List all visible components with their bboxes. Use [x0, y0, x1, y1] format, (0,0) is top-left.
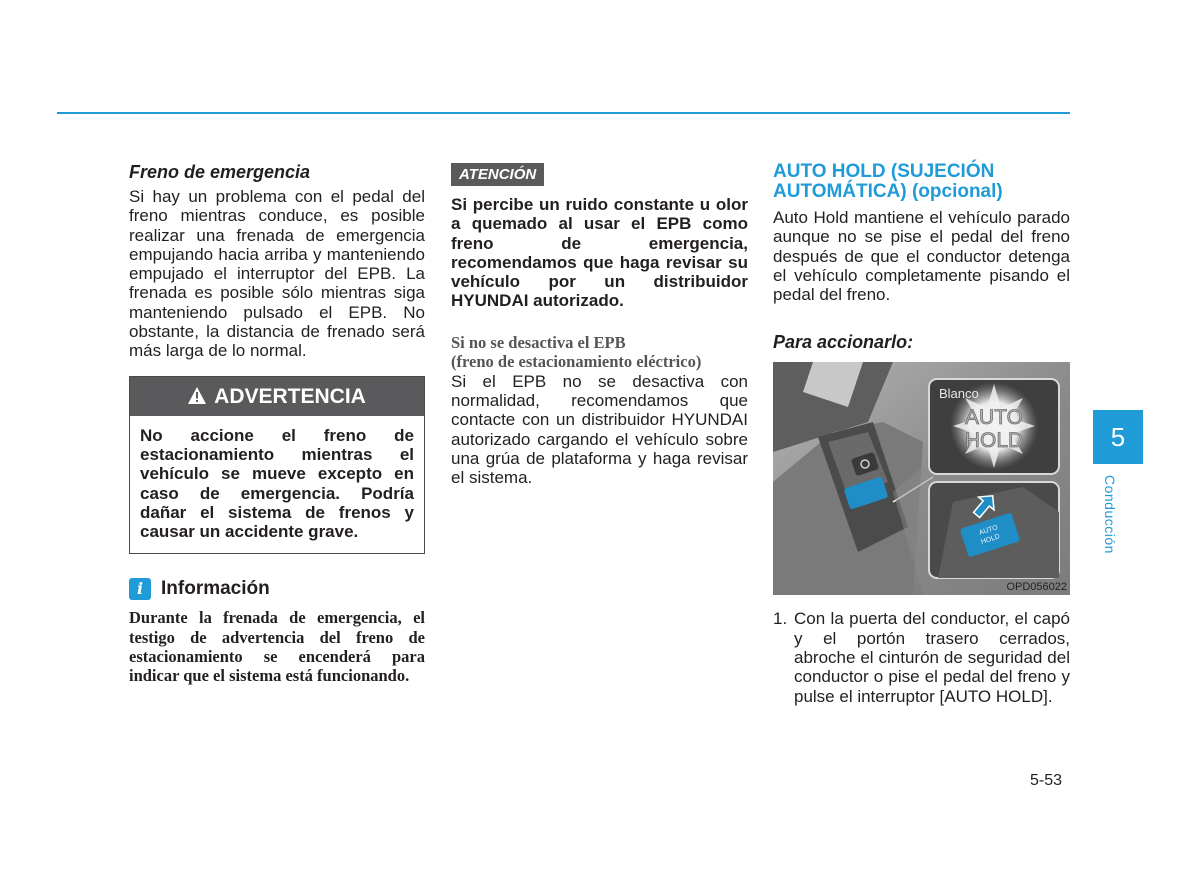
- indicator-line1: AUTO: [965, 406, 1023, 430]
- button-label-line1: AUTO: [978, 524, 999, 538]
- operate-heading: Para accionarlo:: [773, 332, 914, 353]
- auto-hold-title: AUTO HOLD (SUJECIÓN AUTOMÁTICA) (opcional): [773, 161, 1003, 202]
- info-icon: i: [129, 578, 151, 600]
- column-left: [129, 160, 425, 686]
- column-middle: [451, 160, 748, 488]
- warning-text: No accione el freno de estacionamiento mientras el vehículo se mueve excepto en caso de emergencia. Podría dañar el sistema de frenos y causar un accidente grave.: [140, 425, 414, 542]
- warning-title: ADVERTENCIA: [214, 384, 366, 408]
- epb-paragraph: Si el EPB no se desactiva con normalidad, recomendamos que contacte con un distribuidor HYUNDAI autorizado cargando el vehículo sobre una grúa de plataforma y haga revisar el sistema.: [451, 371, 748, 488]
- epb-not-released-heading: [451, 333, 748, 372]
- button-label-line2: HOLD: [980, 533, 1001, 547]
- epb-heading-line1: Si no se desactiva el EPB: [451, 332, 626, 352]
- info-header: [129, 578, 425, 600]
- auto-hold-photo: [773, 362, 1070, 595]
- emergency-brake-heading: Freno de emergencia: [129, 162, 311, 182]
- caution-text: Si percibe un ruido constante u olor a quemado al usar el EPB como freno de emergencia, recomendamos que haga revisar su vehículo por un distribuidor HYUNDAI autorizado.: [451, 195, 748, 311]
- chapter-tab: 5: [1093, 410, 1143, 464]
- page-number: 5-53: [1030, 772, 1063, 789]
- auto-hold-paragraph: Auto Hold mantiene el vehículo parado aunque no se pise el pedal del freno después de que el conductor detenga el vehículo completamente pisando el pedal del freno.: [773, 208, 1070, 305]
- photo-caption: OPD056022: [1006, 581, 1067, 594]
- epb-heading-line2: (freno de estacionamiento eléctrico): [451, 352, 702, 372]
- console-illustration: [773, 362, 1070, 595]
- column-right: [773, 160, 1070, 706]
- warning-triangle-icon: [188, 387, 206, 404]
- indicator-line2: HOLD: [964, 429, 1024, 453]
- step-number: 1.: [773, 609, 788, 629]
- info-text: Durante la frenada de emergencia, el testigo de advertencia del freno de estacionamiento se encenderá para indicar que el sistema está funcionando.: [129, 608, 425, 686]
- step-text: Con la puerta del conductor, el capó y el portón trasero cerrados, abroche el cinturón de seguridad del conductor o pise el pedal del freno y pulse el interruptor [AUTO HOLD].: [794, 609, 1070, 706]
- inset-label: Blanco: [939, 386, 979, 402]
- warning-box: [129, 376, 425, 555]
- emergency-brake-paragraph: Si hay un problema con el pedal del freno mientras conduce, es posible realizar una frenada de emergencia empujando hacia arriba y manteniendo empujado el interruptor del EPB. La frenada es posible sólo mientras siga manteniendo pulsado el EPB. No obstante, la distancia de frenado será más larga de lo normal.: [129, 187, 425, 361]
- caution-label: ATENCIÓN: [451, 163, 544, 186]
- top-rule: [57, 112, 1070, 114]
- info-title: Información: [161, 578, 270, 600]
- step-list: [773, 609, 1070, 705]
- chapter-label: Conducción: [1102, 475, 1118, 554]
- warning-header: [130, 377, 424, 416]
